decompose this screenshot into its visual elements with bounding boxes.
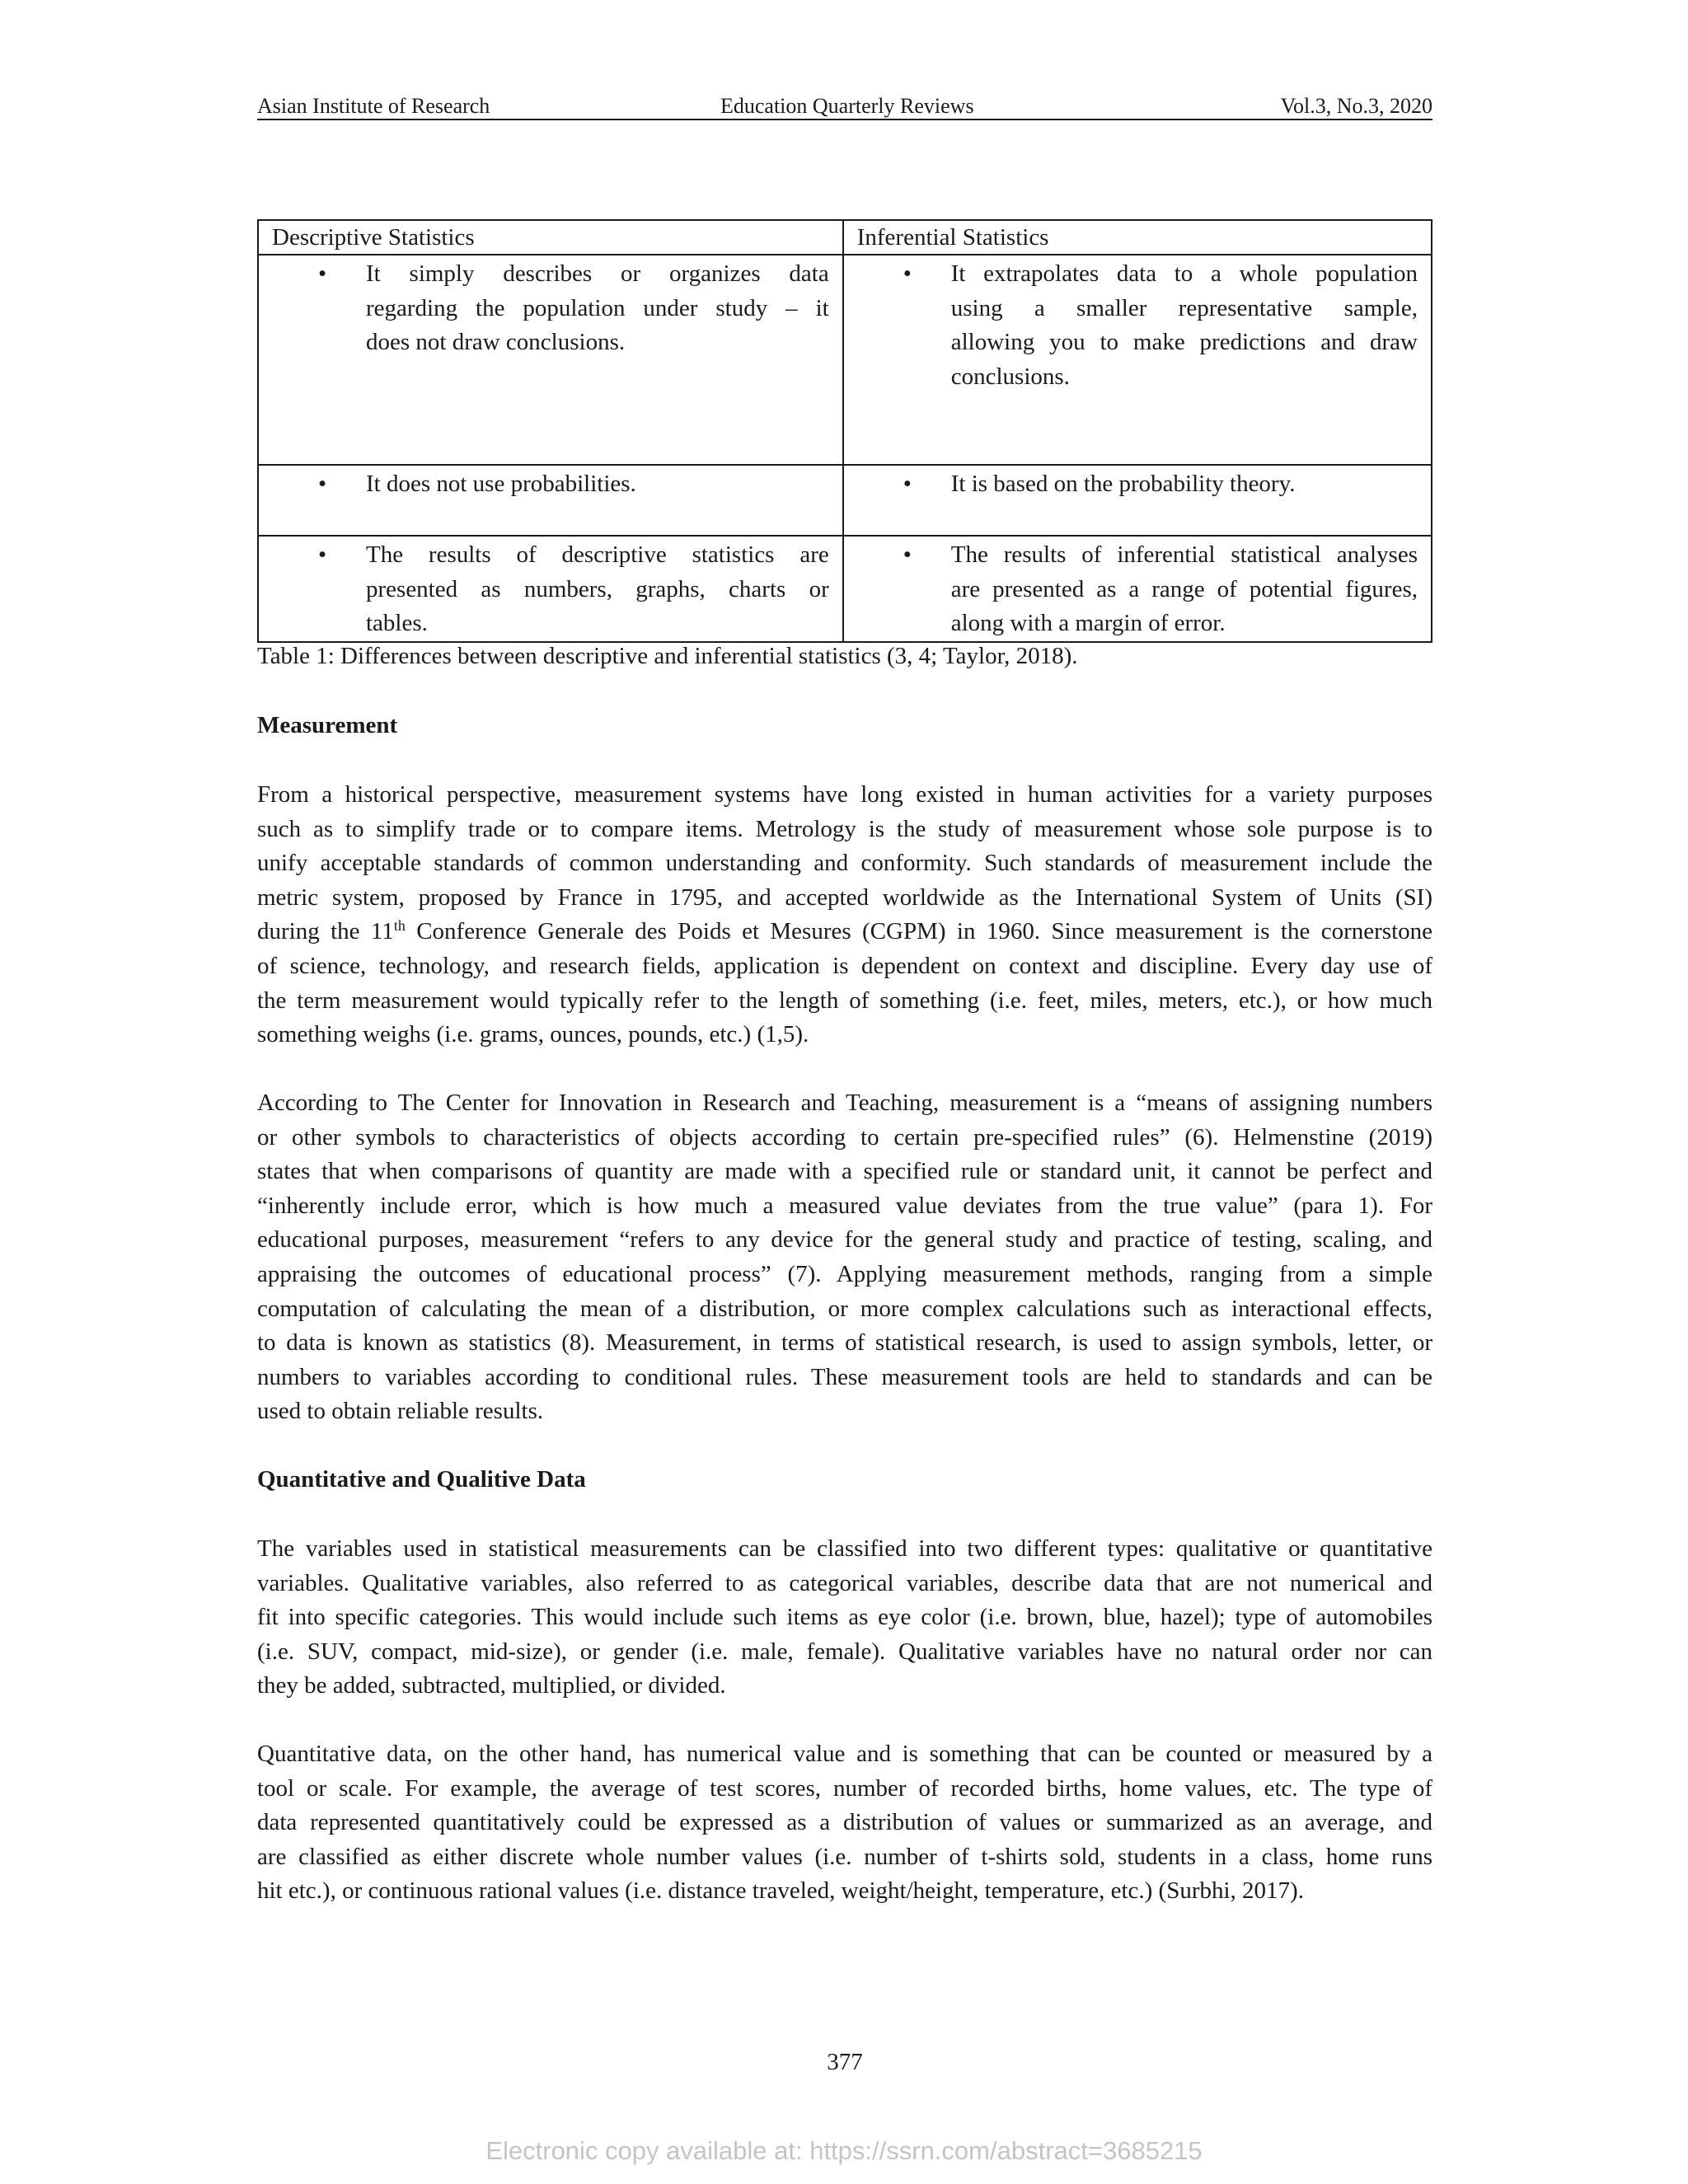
cell-text-line: It is based on the probability theory.: [950, 471, 1296, 497]
paragraph-line: such as to simplify trade or to compare items. Metrology is the study of measurement whose sole purpose is to: [257, 815, 1432, 842]
table-cell: [843, 465, 1432, 536]
paragraph-line: or other symbols to characteristics of objects according to certain pre-specified rules” (6). Helmenstine (2019): [257, 1123, 1432, 1151]
section-heading-quantitative: Quantitative and Qualitive Data: [257, 1466, 586, 1493]
paragraph-line: something weighs (i.e. grams, ounces, pounds, etc.) (1,5).: [257, 1021, 809, 1048]
paragraph-line: tool or scale. For example, the average of test scores, number of recorded births, home values, etc. The type of: [257, 1774, 1432, 1802]
paragraph-line: fit into specific categories. This would include such items as eye color (i.e. brown, blue, hazel); type of automobiles: [257, 1604, 1432, 1631]
cell-text-line: allowing you to make predictions and draw: [950, 329, 1418, 355]
cell-text-line: regarding the population under study – it: [366, 294, 829, 321]
paragraph-quant-1: [257, 1532, 1432, 1704]
comparison-table: [257, 219, 1432, 643]
bullet-icon: •: [318, 541, 327, 568]
paragraph-line: they be added, subtracted, multiplied, or divided.: [257, 1672, 726, 1699]
paragraph-line: metric system, proposed by France in 1795, and accepted worldwide as the International System of Units (SI): [257, 883, 1432, 911]
cell-text-line: presented as numbers, graphs, charts or: [366, 575, 829, 602]
page-number: 377: [827, 2049, 863, 2075]
paragraph-line: Quantitative data, on the other hand, has numerical value and is something that can be counted or measured by a: [257, 1741, 1432, 1767]
paragraph-line: to data is known as statistics (8). Measurement, in terms of statistical research, is used to assign symbols, letter, or: [257, 1329, 1432, 1357]
line-prefix: during the 11: [257, 918, 394, 945]
bullet-icon: •: [318, 471, 327, 497]
cell-text-line: are presented as a range of potential figures,: [950, 575, 1418, 602]
table-cell: [258, 465, 843, 536]
cell-text-line: It extrapolates data to a whole population: [950, 260, 1418, 287]
cell-text-line: tables.: [366, 610, 428, 636]
paragraph-line: numbers to variables according to conditional rules. These measurement tools are held to standards and can be: [257, 1363, 1432, 1390]
table-header-descriptive: Descriptive Statistics: [258, 220, 843, 255]
running-header: [257, 92, 1432, 120]
paragraph-line: (i.e. SUV, compact, mid-size), or gender (i.e. male, female). Qualitative variables have no natural order nor can: [257, 1638, 1432, 1665]
table-cell: [258, 536, 843, 642]
table-header-row: [258, 220, 1432, 255]
paragraph-line: unify acceptable standards of common understanding and conformity. Such standards of measurement include the: [257, 850, 1432, 877]
cell-text-line: It does not use probabilities.: [366, 471, 636, 497]
cell-text-line: The results of inferential statistical analyses: [950, 541, 1418, 568]
table-cell: [843, 536, 1432, 642]
paragraph-line: of science, technology, and research fields, application is dependent on context and discipline. Every day use of: [257, 952, 1432, 979]
paragraph-line: educational purposes, measurement “refers to any device for the general study and practice of testing, scaling, and: [257, 1226, 1432, 1254]
table-row: [258, 465, 1432, 536]
paragraph-line: hit etc.), or continuous rational values (i.e. distance traveled, weight/height, temperature, etc.) (Surbhi, 2017).: [257, 1877, 1304, 1905]
bullet-icon: •: [903, 471, 912, 497]
paragraph-line: used to obtain reliable results.: [257, 1398, 544, 1425]
paragraph-line: appraising the outcomes of educational process” (7). Applying measurement methods, ranging from a simple: [257, 1260, 1432, 1287]
table-cell: [843, 255, 1432, 465]
bullet-icon: •: [903, 260, 912, 287]
paragraph-line: variables. Qualitative variables, also referred to as categorical variables, describe data that are not numerical and: [257, 1569, 1432, 1596]
paragraph-line: are classified as either discrete whole number values (i.e. number of t-shirts sold, students in a class, home runs: [257, 1843, 1432, 1870]
paragraph-measurement-2: [257, 1086, 1432, 1429]
cell-text-line: using a smaller representative sample,: [950, 294, 1418, 321]
paragraph-line: “inherently include error, which is how much a measured value deviates from the true value” (para 1). For: [257, 1192, 1432, 1219]
cell-text-line: conclusions.: [950, 363, 1070, 390]
header-publisher: Asian Institute of Research: [257, 94, 490, 118]
paragraph-line: The variables used in statistical measurements can be classified into two different types: qualitative or quantitative: [257, 1535, 1432, 1562]
line-rest: Conference Generale des Poids et Mesures (CGPM) in 1960. Since measurement is the cornerstone: [416, 918, 1432, 945]
header-journal: Education Quarterly Reviews: [720, 94, 974, 118]
paragraph-quant-2: [257, 1737, 1432, 1909]
cell-text-line: The results of descriptive statistics are: [366, 541, 829, 568]
table-caption: Table 1: Differences between descriptive and inferential statistics (3, 4; Taylor, 2018).: [257, 643, 1078, 669]
paragraph-line: From a historical perspective, measurement systems have long existed in human activities for a variety purposes: [257, 781, 1432, 808]
table-header-inferential: Inferential Statistics: [843, 220, 1432, 255]
table-cell: [258, 255, 843, 465]
paragraph-line: [257, 915, 1432, 949]
table-row: [258, 536, 1432, 642]
cell-text-line: It simply describes or organizes data: [366, 260, 829, 287]
cell-text-line: does not draw conclusions.: [366, 329, 626, 355]
paragraph-line: According to The Center for Innovation in Research and Teaching, measurement is a “means of assigning numbers: [257, 1090, 1432, 1116]
paragraph-line: states that when comparisons of quantity are made with a specified rule or standard unit, it cannot be perfect and: [257, 1158, 1432, 1185]
ordinal-superscript: th: [393, 917, 406, 935]
paragraph-line: computation of calculating the mean of a distribution, or more complex calculations such as interactional effects,: [257, 1295, 1432, 1322]
bullet-icon: •: [318, 260, 327, 287]
electronic-copy-footer: Electronic copy available at: https://ssrn.com/abstract=3685215: [485, 2136, 1203, 2165]
cell-text-line: along with a margin of error.: [950, 610, 1226, 636]
bullet-icon: •: [903, 541, 912, 568]
section-heading-measurement: Measurement: [257, 712, 398, 738]
paragraph-line: the term measurement would typically refer to the length of something (i.e. feet, miles, meters, etc.), or how much: [257, 987, 1432, 1014]
paragraph-line: data represented quantitatively could be expressed as a distribution of values or summarized as an average, and: [257, 1809, 1432, 1836]
table-row: [258, 255, 1432, 465]
paragraph-measurement-1: [257, 778, 1432, 1052]
header-volume: Vol.3, No.3, 2020: [1280, 94, 1432, 118]
